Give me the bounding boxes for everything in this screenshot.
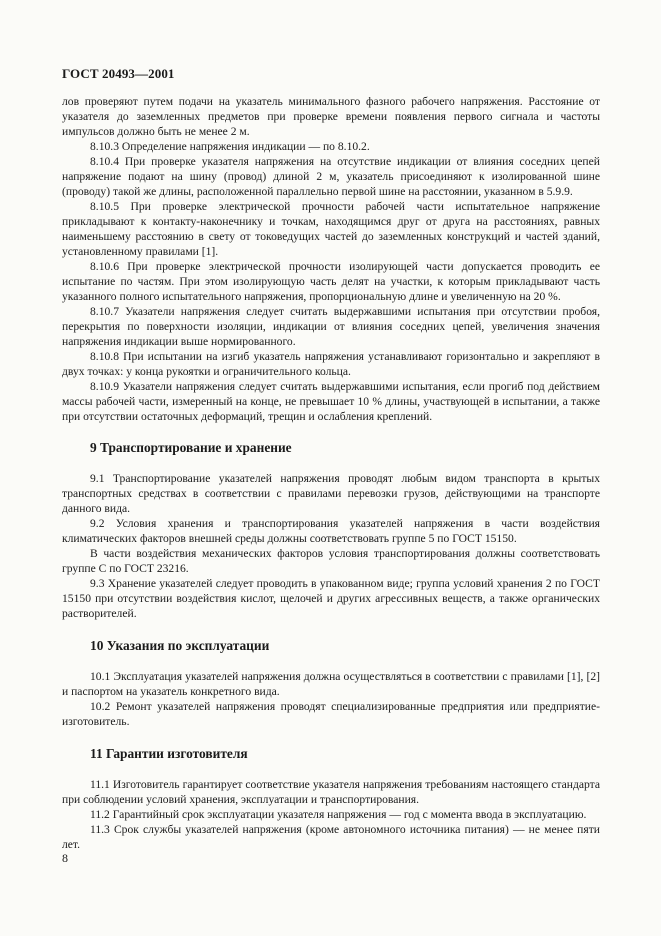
- paragraph: лов проверяют путем подачи на указатель минимального фазного рабочего напряжения. Расстояние от указателя до заземленных предметов при проверке времени появления первого сигнала и частоты импульсов должно быть не менее 2 м.: [62, 95, 600, 138]
- paragraph-11-2: 11.2 Гарантийный срок эксплуатации указателя напряжения — год с момента ввода в эксплуатацию.: [90, 808, 587, 821]
- section-10-heading: 10 Указания по эксплуатации: [90, 638, 270, 653]
- paragraph-9-1: 9.1 Транспортирование указателей напряжения проводят любым видом транспорта в крытых транспортных средствах в соответствии с правилами перевозки грузов, действующими на транспорте данного вида.: [62, 472, 600, 515]
- paragraph-10-2: 10.2 Ремонт указателей напряжения проводят специализированные предприятия или предприятие-изготовитель.: [62, 700, 600, 728]
- section-8-continuation: [62, 94, 600, 424]
- section-9-body: [62, 471, 600, 621]
- paragraph-9-2: 9.2 Условия хранения и транспортирования указателей напряжения в части воздействия климатических факторов внешней среды должны соответствовать группе 5 по ГОСТ 15150.: [62, 517, 600, 545]
- paragraph-9-2-cont: В части воздействия механических факторов условия транспортирования должны соответствовать группе С по ГОСТ 23216.: [62, 547, 600, 575]
- section-11-body: [62, 777, 600, 852]
- paragraph-10-1: 10.1 Эксплуатация указателей напряжения должна осуществляться в соответствии с правилами [1], [2] и паспортом на указатель конкретного вида.: [62, 670, 600, 698]
- section-11-heading: 11 Гарантии изготовителя: [90, 746, 248, 761]
- section-10-body: [62, 669, 600, 729]
- paragraph-8-10-5: 8.10.5 При проверке электрической прочности рабочей части испытательное напряжение прикладывают к контакту-наконечнику и точкам, находящимся друг от друга на расстояниях, равных наименьшему расстоянию в свету от токоведущих частей до заземленных конструкций и частей зданий, установленному правилами [1].: [62, 200, 600, 258]
- document-header: ГОСТ 20493—2001: [62, 66, 175, 81]
- paragraph-11-1: 11.1 Изготовитель гарантирует соответствие указателя напряжения требованиям настоящего стандарта при соблюдении условий хранения, эксплуатации и транспортирования.: [62, 778, 600, 806]
- page-number: 8: [62, 851, 68, 865]
- paragraph-8-10-8: 8.10.8 При испытании на изгиб указатель напряжения устанавливают горизонтально и закрепляют в двух точках: у конца рукоятки и ограничительного кольца.: [62, 350, 600, 378]
- paragraph-8-10-7: 8.10.7 Указатели напряжения следует считать выдержавшими испытания при отсутствии пробоя, перекрытия по поверхности изоляции, индикации от влияния соседних цепей, увеличения значения напряжения индикации выше нормированного.: [62, 305, 600, 348]
- paragraph-8-10-4: 8.10.4 При проверке указателя напряжения на отсутствие индикации от влияния соседних цепей напряжение подают на шину (провод) длиной 2 м, указатель присоединяют к изолированной шине (проводу) такой же длины, расположенной параллельно первой шине на расстоянии, указанном в 5.9.9.: [62, 155, 600, 198]
- section-9-heading: 9 Транспортирование и хранение: [90, 440, 292, 455]
- paragraph-9-3: 9.3 Хранение указателей следует проводить в упакованном виде; группа условий хранения 2 по ГОСТ 15150 при отсутствии воздействия кислот, щелочей и других агрессивных веществ, а также органических растворителей.: [62, 577, 600, 620]
- paragraph-8-10-6: 8.10.6 При проверке электрической прочности изолирующей части допускается проводить ее испытание по частям. При этом изолирующую часть делят на участки, к которым прикладывают часть указанного полного испытательного напряжения, пропорциональную длине и увеличенную на 20 %.: [62, 260, 600, 303]
- document-body: [62, 94, 600, 852]
- paragraph-8-10-9: 8.10.9 Указатели напряжения следует считать выдержавшими испытания, если прогиб под действием массы рабочей части, измеренный на конце, не превышает 10 % длины, участвующей в испытании, а также при отсутствии остаточных деформаций, трещин и ослабления креплений.: [62, 380, 600, 423]
- paragraph-11-3: 11.3 Срок службы указателей напряжения (кроме автономного источника питания) — не менее пяти лет.: [62, 823, 600, 851]
- paragraph-8-10-3: 8.10.3 Определение напряжения индикации — по 8.10.2.: [90, 140, 370, 153]
